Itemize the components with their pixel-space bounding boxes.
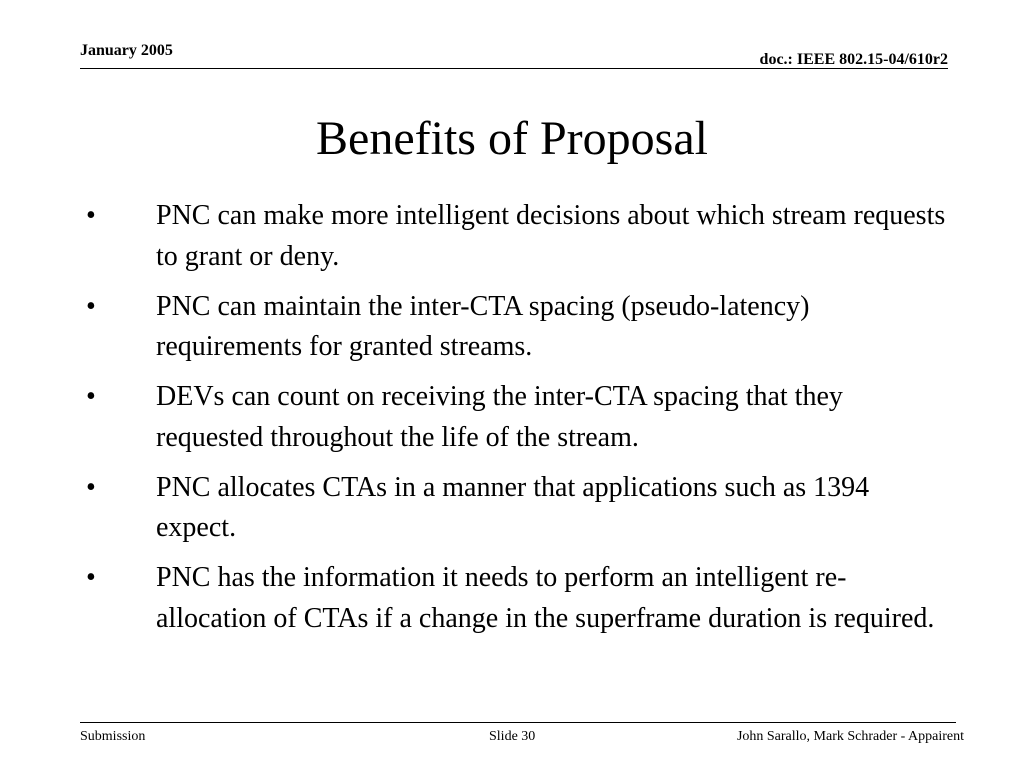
footer-submission: Submission — [80, 729, 146, 744]
footer-divider — [80, 722, 956, 723]
header-doc-id: doc.: IEEE 802.15-04/610r2 — [759, 51, 948, 68]
bullet-marker: • — [86, 200, 96, 231]
footer-slide-number: Slide 30 — [489, 729, 536, 744]
header-date: January 2005 — [80, 42, 173, 59]
bullet-text: PNC has the information it needs to perform an intelligent re-allocation of CTAs if a change in the superframe duration is required. — [156, 562, 935, 634]
bullet-marker: • — [86, 290, 96, 322]
footer-authors: John Sarallo, Mark Schrader - Appairent — [736, 729, 964, 744]
bullet-item — [86, 468, 946, 549]
bullet-item — [86, 196, 946, 277]
bullet-item — [86, 377, 946, 458]
bullet-list — [86, 196, 946, 649]
bullet-item — [86, 287, 946, 368]
bullet-text: DEVs can count on receiving the inter-CTA spacing that they requested throughout the life of the stream. — [156, 381, 843, 453]
bullet-item — [86, 558, 946, 639]
header-divider — [80, 68, 948, 69]
bullet-text: PNC can maintain the inter-CTA spacing (pseudo-latency) requirements for granted streams. — [156, 290, 810, 362]
bullet-marker: • — [86, 471, 96, 503]
bullet-marker: • — [86, 381, 96, 412]
bullet-text: PNC allocates CTAs in a manner that applications such as 1394 expect. — [156, 471, 870, 543]
bullet-text: PNC can make more intelligent decisions about which stream requests to grant or deny. — [156, 200, 946, 272]
bullet-marker: • — [86, 562, 96, 593]
slide-title: Benefits of Proposal — [316, 112, 708, 165]
